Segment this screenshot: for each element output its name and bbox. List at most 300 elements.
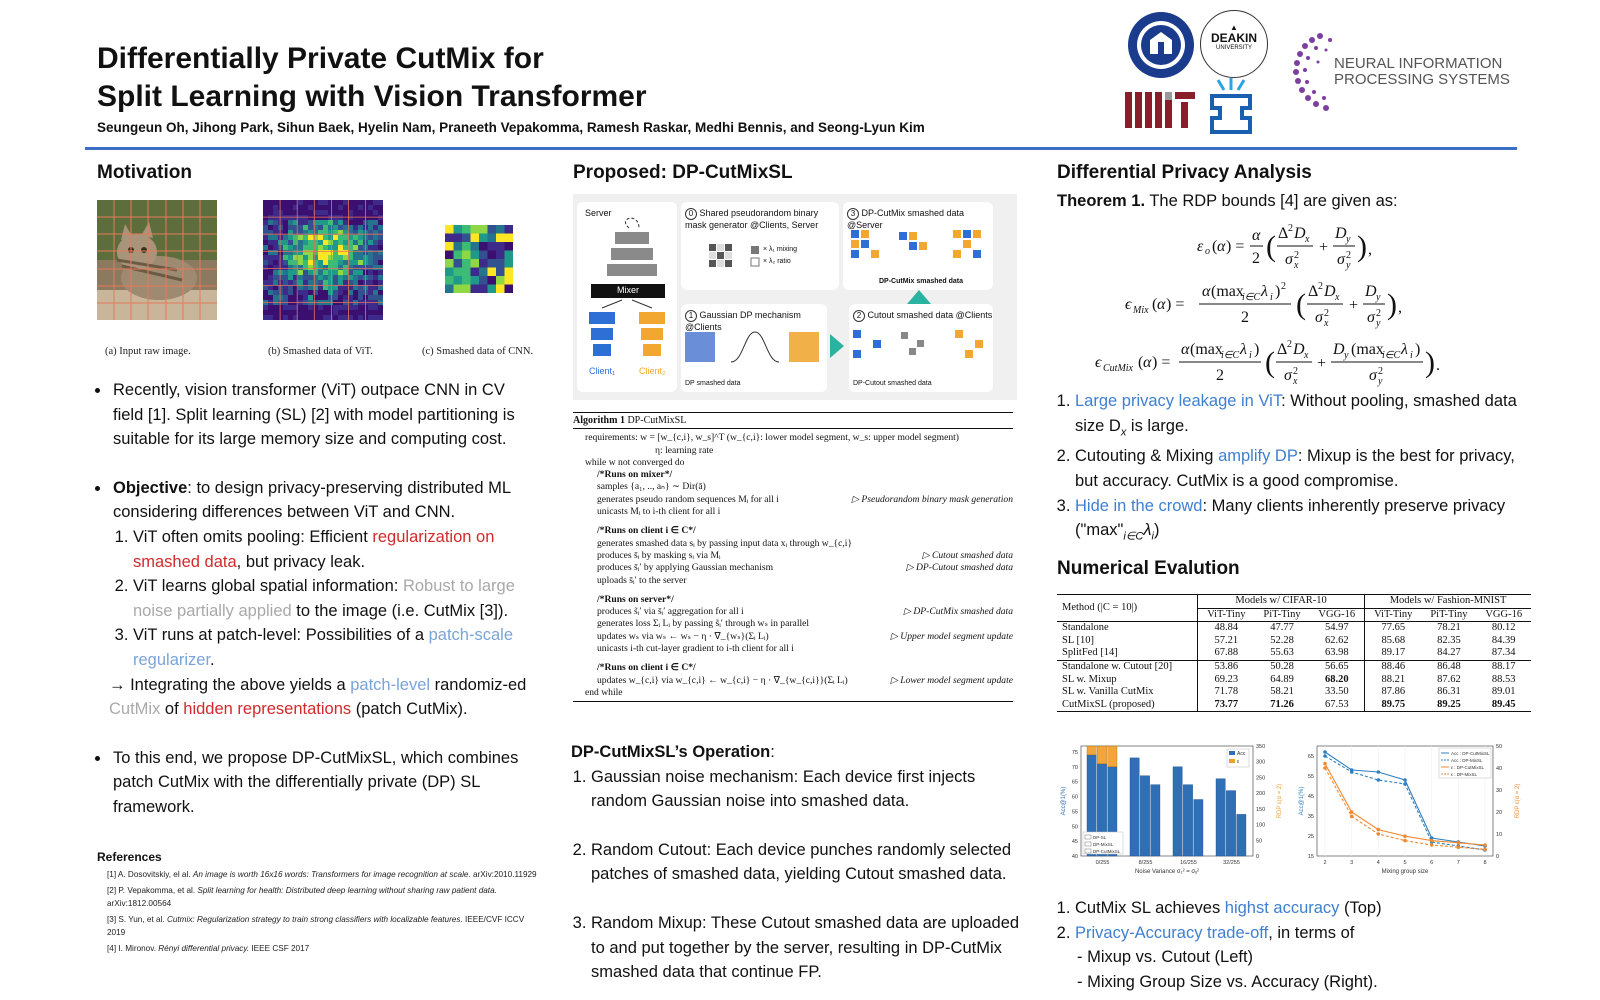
algorithm-line-text: samples {a₁, .., aₙ} ∼ Dir(ā) [597, 481, 706, 493]
svg-text:): ) [1357, 230, 1367, 263]
motivation-bullet-3 [111, 746, 523, 820]
heatmap-cell [358, 310, 363, 315]
svg-text:ϵ: ϵ [1095, 354, 1102, 371]
heatmap-cell [313, 275, 318, 280]
heatmap-cell [496, 251, 505, 260]
heatmap-cell [378, 295, 383, 300]
mixer-label: Mixer [617, 285, 639, 295]
heatmap-cell [462, 259, 471, 268]
architecture-figure [573, 194, 1017, 400]
heatmap-cell [454, 259, 463, 268]
heatmap-cell [471, 234, 480, 243]
heatmap-cell [288, 240, 293, 245]
heatmap-cell [308, 290, 313, 295]
dp-item-3-subscript-2: i [1151, 530, 1154, 543]
svg-text:D: D [1324, 283, 1336, 300]
heatmap-cell [333, 275, 338, 280]
poster-title [97, 40, 647, 116]
svg-text:α: α [1181, 341, 1190, 358]
y-tick-label: 70 [1071, 764, 1078, 771]
heatmap-cell [496, 285, 505, 294]
heatmap-cell [333, 210, 338, 215]
heatmap-cell [268, 260, 273, 265]
heatmap-cell [338, 265, 343, 270]
heatmap-cell [373, 220, 378, 225]
heatmap-cell [328, 280, 333, 285]
caption-b: (b) Smashed data of ViT. [268, 346, 373, 357]
heatmap-cell [505, 259, 514, 268]
legend-label: Acc [1237, 751, 1246, 757]
algorithm-line-text: produces s̄ᵢ′ by applying Gaussian mechanism [597, 562, 774, 574]
heatmap-cell [313, 205, 318, 210]
heatmap-cell [313, 250, 318, 255]
heatmap-cell [373, 280, 378, 285]
heatmap-cell [378, 240, 383, 245]
table-cell: 55.63 [1270, 647, 1294, 659]
heatmap-cell [288, 275, 293, 280]
heatmap-cell [268, 210, 273, 215]
heatmap-cell [318, 200, 323, 205]
heatmap-cell [373, 295, 378, 300]
heatmap-cell [273, 305, 278, 310]
table-cell: 77.65 [1381, 622, 1406, 634]
table-row [1057, 635, 1531, 648]
y-tick-label: 50 [1071, 824, 1078, 831]
table-cell: 82.35 [1437, 634, 1461, 646]
step-1-sublabel: DP smashed data [685, 380, 741, 387]
dp-analysis-heading: Differential Privacy Analysis [1057, 162, 1312, 183]
heatmap-cell [268, 310, 273, 315]
y-tick-label: 45 [1071, 839, 1078, 846]
heatmap-cell [288, 225, 293, 230]
heatmap-cell [353, 290, 358, 295]
heatmap-cell [328, 225, 333, 230]
algorithm-line [585, 432, 1013, 444]
heatmap-cell [358, 255, 363, 260]
heatmap-cell [343, 220, 348, 225]
heatmap-cell [343, 275, 348, 280]
heatmap-cell [303, 265, 308, 270]
y-right-tick-label: 20 [1496, 810, 1503, 816]
heatmap-cell [358, 225, 363, 230]
reference-title: Split learning for health: Distributed deep learning without sharing raw patient data. [197, 885, 497, 895]
x-tick-label: 4 [1376, 860, 1380, 866]
title-line-1: Differentially Private CutMix for [97, 42, 544, 75]
heatmap-cell [378, 280, 383, 285]
note-1-text-c: (Top) [1339, 899, 1382, 917]
heatmap-cell [378, 245, 383, 250]
heatmap-cell [454, 242, 463, 251]
svg-text:σ: σ [1369, 367, 1377, 384]
heatmap-cell [283, 250, 288, 255]
client1-label: Client₁ [589, 366, 616, 376]
numerical-notes [1057, 896, 1537, 994]
heatmap-cell [454, 276, 463, 285]
svg-text:): ) [1415, 341, 1421, 358]
svg-text:α: α [1143, 354, 1152, 371]
heatmap-cell [283, 265, 288, 270]
item1-text-a: ViT often omits pooling: Efficient [133, 527, 373, 546]
heatmap-cell [263, 225, 268, 230]
algorithm-line [585, 538, 1013, 550]
heatmap-cell [505, 285, 514, 294]
y-right-tick-label: 50 [1496, 744, 1503, 750]
dp-item-1-text: : Without pooling, smashed data size D [1075, 392, 1517, 435]
objective-text: : to design privacy-preserving distributed ML considering differences between ViT and CNN. [113, 478, 511, 522]
note-2-text-b: , in terms of [1268, 923, 1355, 942]
table-cell: 71.26 [1270, 698, 1294, 710]
y-tick-label: 65 [1071, 779, 1078, 786]
heatmap-cell [378, 200, 383, 205]
operation-section [571, 740, 1021, 985]
heatmap-cell [496, 276, 505, 285]
heatmap-cell [298, 200, 303, 205]
heatmap-cell [358, 205, 363, 210]
heatmap-cell [353, 250, 358, 255]
dp-item-3-text: : Many clients inherently preserve privacy ("max" [1075, 496, 1506, 540]
heatmap-cell [479, 251, 488, 260]
heatmap-cell [343, 200, 348, 205]
heatmap-cell [373, 260, 378, 265]
y-right-axis-label: RDP ε(α = 2) [1277, 783, 1283, 819]
heatmap-cell [263, 205, 268, 210]
heatmap-cell [298, 240, 303, 245]
heatmap-cell [368, 250, 373, 255]
table-cell: 89.17 [1381, 647, 1406, 659]
heatmap-cell [328, 250, 333, 255]
neurips-text-line1: NEURAL INFORMATION [1334, 55, 1503, 72]
heatmap-cell [298, 280, 303, 285]
reference-authors: [1] A. Dosovitskiy, el al. [107, 870, 193, 879]
heatmap-cell [308, 235, 313, 240]
dp-item-3-subscript: i∈C [1123, 530, 1144, 543]
table-col-header: ViT-Tiny [1374, 608, 1413, 620]
legend-label: DP-MixSL [1093, 842, 1114, 847]
theorem-text: The RDP bounds [4] are given as: [1145, 192, 1398, 210]
svg-text:+: + [1317, 355, 1327, 372]
svg-text:ϵ: ϵ [1125, 296, 1132, 313]
heatmap-cell [308, 310, 313, 315]
svg-text:x: x [1324, 318, 1329, 329]
heatmap-cell [353, 305, 358, 310]
heatmap-cell [303, 315, 308, 320]
heatmap-cell [273, 295, 278, 300]
heatmap-cell [479, 234, 488, 243]
heatmap-cell [273, 245, 278, 250]
heatmap-cell [378, 310, 383, 315]
table-cell: 86.31 [1437, 686, 1461, 698]
heatmap-cell [488, 268, 497, 277]
heatmap-cell [313, 270, 318, 275]
heatmap-cell [263, 255, 268, 260]
svg-text:α: α [1202, 283, 1211, 300]
x-tick-label: 6 [1430, 860, 1434, 866]
svg-text:σ: σ [1367, 309, 1375, 326]
heatmap-cell [313, 315, 318, 320]
heatmap-cell [328, 265, 333, 270]
heatmap-cell [313, 280, 318, 285]
heatmap-cell [333, 225, 338, 230]
heatmap-cell [273, 250, 278, 255]
heatmap-cell [333, 270, 338, 275]
heatmap-cell [358, 290, 363, 295]
algorithm-line-text: while w not converged do [585, 456, 685, 468]
heatmap-cell [328, 295, 333, 300]
heatmap-cell [273, 225, 278, 230]
heatmap-cell [263, 310, 268, 315]
heatmap-cell [303, 225, 308, 230]
y-tick-label: 60 [1071, 794, 1078, 801]
heatmap-cell [353, 220, 358, 225]
table-cell: 78.21 [1437, 622, 1461, 634]
heatmap-cell [454, 285, 463, 294]
algorithm-line [585, 643, 1013, 655]
heatmap-cell [378, 305, 383, 310]
data-point [1483, 848, 1487, 852]
heatmap-cell [333, 245, 338, 250]
heatmap-cell [273, 210, 278, 215]
heatmap-cell [313, 265, 318, 270]
heatmap-cell [496, 259, 505, 268]
legend-label: Acc : DP-MixSL [1451, 758, 1483, 763]
table-cell: 71.78 [1214, 686, 1239, 698]
algorithm-line [585, 618, 1013, 630]
heatmap-cell [318, 270, 323, 275]
data-point [1377, 828, 1381, 832]
svg-text:Δ: Δ [1278, 225, 1289, 242]
heatmap-cell [358, 220, 363, 225]
table-cell: 52.28 [1270, 634, 1294, 646]
table-cell-method: Standalone w. Cutout [20] [1057, 660, 1198, 673]
heatmap-cell [328, 310, 333, 315]
heatmap-cell [273, 200, 278, 205]
heatmap-cell [358, 305, 363, 310]
dp-item-1 [1075, 389, 1537, 444]
heatmap-cell [368, 225, 373, 230]
heatmap-cell [303, 240, 308, 245]
heatmap-cell [343, 235, 348, 240]
y-right-tick-label: 200 [1256, 791, 1266, 798]
heatmap-cell [328, 255, 333, 260]
heatmap-cell [313, 235, 318, 240]
svg-text:λ: λ [1401, 341, 1408, 358]
table-cell: 80.12 [1491, 622, 1516, 634]
heatmap-cell [268, 205, 273, 210]
heatmap-cell [479, 259, 488, 268]
arrow-icon: → [109, 675, 126, 694]
svg-text:) =: ) = [1226, 238, 1245, 255]
rdp-equations [1095, 218, 1495, 390]
svg-text:2: 2 [1216, 367, 1224, 384]
heatmap-cell [471, 242, 480, 251]
heatmap-cell [343, 265, 348, 270]
heatmap-cell [368, 305, 373, 310]
heatmap-cell [303, 280, 308, 285]
heatmap-cell [462, 285, 471, 294]
algorithm-line-text: η: learning rate [655, 444, 714, 456]
heatmap-cell [298, 275, 303, 280]
heatmap-cell [288, 210, 293, 215]
accuracy-bar [1194, 800, 1203, 856]
legend-label: DP-CutMixSL [1093, 849, 1121, 854]
reference-title: Rényi differential privacy. [158, 943, 250, 953]
heatmap-cell [505, 225, 514, 234]
heatmap-cell [313, 220, 318, 225]
heatmap-cell [338, 200, 343, 205]
heatmap-cell [328, 270, 333, 275]
heatmap-cell [333, 240, 338, 245]
svg-text:2: 2 [1281, 281, 1286, 292]
heatmap-cell [298, 295, 303, 300]
heatmap-cell [323, 275, 328, 280]
reference-venue: IEEE CSF 2017 [249, 943, 310, 953]
table-header-method: Method (|C = 10|) [1057, 595, 1198, 622]
algorithm-line [585, 525, 1013, 537]
step-3-number: 3 [847, 208, 859, 220]
heatmap-cell [303, 200, 308, 205]
svg-text:): ) [1275, 283, 1281, 300]
heatmap-cell [505, 251, 514, 260]
heatmap-cell [445, 251, 454, 260]
heatmap-cell [462, 242, 471, 251]
reference-item [107, 942, 537, 956]
heatmap-cell [263, 280, 268, 285]
svg-text:x: x [1335, 292, 1340, 303]
heatmap-cell [462, 276, 471, 285]
heatmap-cell [358, 270, 363, 275]
heatmap-cell [373, 240, 378, 245]
heatmap-cell [323, 235, 328, 240]
table-col-header: ViT-Tiny [1207, 608, 1246, 620]
table-cell: 87.86 [1381, 686, 1406, 698]
table-cell: 86.48 [1437, 660, 1461, 672]
heatmap-cell [353, 205, 358, 210]
objective-bullet [111, 476, 537, 525]
heatmap-cell [343, 315, 348, 320]
algorithm-line [585, 457, 1013, 469]
svg-text:Δ: Δ [1277, 341, 1288, 358]
table-cell: 33.50 [1310, 686, 1365, 699]
heatmap-cell [368, 235, 373, 240]
heatmap-cell [333, 200, 338, 205]
note-1-text-a: CutMix SL achieves [1075, 899, 1225, 917]
legend-swatch [1085, 849, 1091, 853]
reference-item [107, 884, 537, 911]
heatmap-cell [318, 290, 323, 295]
heatmap-cell [283, 235, 288, 240]
heatmap-cell [273, 255, 278, 260]
table-cell-method: CutMixSL (proposed) [1057, 699, 1198, 712]
heatmap-cell [308, 315, 313, 320]
svg-text:2: 2 [1241, 309, 1249, 326]
heatmap-cell [358, 240, 363, 245]
heatmap-cell [263, 245, 268, 250]
step-2-sublabel: DP-Cutout smashed data [853, 380, 932, 387]
motivation-bullet-3-text: To this end, we propose DP-CutMixSL, which combines patch CutMix with the differentially private (DP) SL framework. [113, 748, 519, 816]
heatmap-cell [333, 255, 338, 260]
item2-text-a: ViT learns global spatial information: [133, 577, 403, 596]
data-point [1403, 839, 1407, 843]
heatmap-cell [378, 250, 383, 255]
heatmap-cell [338, 260, 343, 265]
references-section [97, 850, 537, 955]
svg-text:(: ( [1266, 230, 1276, 263]
operation-heading-text: DP-CutMixSL’s Operation [571, 743, 771, 761]
algorithm-line-comment: ▷ Pseudorandom binary mask generation [851, 493, 1013, 505]
heatmap-cell [488, 259, 497, 268]
table-cell: 67.88 [1214, 647, 1239, 659]
heatmap-cell [358, 235, 363, 240]
heatmap-cell [268, 225, 273, 230]
heatmap-cell [343, 205, 348, 210]
x-tick-label: 0/255 [1095, 860, 1110, 866]
x-tick-label: 7 [1456, 860, 1460, 866]
reference-title: An image is worth 16x16 words: Transformers for image recognition at scale. [192, 870, 471, 879]
operation-step-3: 3. Random Mixup: These Cutout smashed data are uploaded to and put together by the server, resulting in DP-CutMix smashed data that continue FP. [591, 911, 1021, 985]
heatmap-cell [333, 235, 338, 240]
heatmap-cell [378, 270, 383, 275]
svg-text:y: y [1346, 260, 1351, 271]
table-row [1057, 699, 1531, 712]
objective-label: Objective [113, 478, 188, 497]
svg-text:2: 2 [1318, 281, 1323, 292]
heatmap-cell [338, 220, 343, 225]
operation-heading-colon: : [770, 743, 775, 761]
dp-item-3-highlight: Hide in the crowd [1075, 496, 1203, 515]
table-cell: 89.01 [1491, 686, 1516, 698]
algorithm-line-text: unicasts i-th cut-layer gradient to i-th client for all i [597, 643, 794, 655]
svg-text:) =: ) = [1152, 354, 1171, 371]
heatmap-cell [496, 268, 505, 277]
heatmap-cell [288, 220, 293, 225]
heatmap-cell [323, 245, 328, 250]
heatmap-cell [288, 200, 293, 205]
table-cell: 73.77 [1214, 698, 1239, 710]
step-3-label: DP-CutMix smashed data @Server [847, 208, 965, 230]
heatmap-cell [378, 235, 383, 240]
yonsei-logo [1126, 10, 1196, 80]
heatmap-cell [353, 275, 358, 280]
heatmap-cell [333, 205, 338, 210]
svg-text:(max: (max [1190, 341, 1223, 358]
heatmap-cell [338, 225, 343, 230]
legend-swatch [1229, 759, 1235, 763]
y-right-tick-label: 350 [1256, 744, 1266, 750]
heatmap-cell [505, 268, 514, 277]
heatmap-cell [471, 259, 480, 268]
algorithm-line-text: /*Runs on server*/ [597, 593, 674, 605]
table-cell: 47.77 [1270, 622, 1294, 634]
data-point [1403, 782, 1407, 786]
heatmap-cell [353, 225, 358, 230]
heatmap-cell [273, 315, 278, 320]
algorithm-line [585, 518, 1013, 525]
heatmap-cell [343, 260, 348, 265]
heatmap-cell [373, 255, 378, 260]
heatmap-cell [479, 268, 488, 277]
heatmap-cell [373, 305, 378, 310]
epsilon-bar [1108, 746, 1117, 767]
heatmap-cell [323, 220, 328, 225]
algorithm-body [573, 429, 1013, 701]
table-cell: 84.39 [1491, 634, 1516, 646]
svg-text:+: + [1319, 239, 1329, 256]
heatmap-cell [268, 290, 273, 295]
y-right-tick-label: 150 [1256, 806, 1266, 813]
note-1-highlight: highst accuracy [1224, 899, 1340, 917]
data-point [1403, 778, 1407, 782]
y-tick-label: 35 [1307, 814, 1314, 820]
